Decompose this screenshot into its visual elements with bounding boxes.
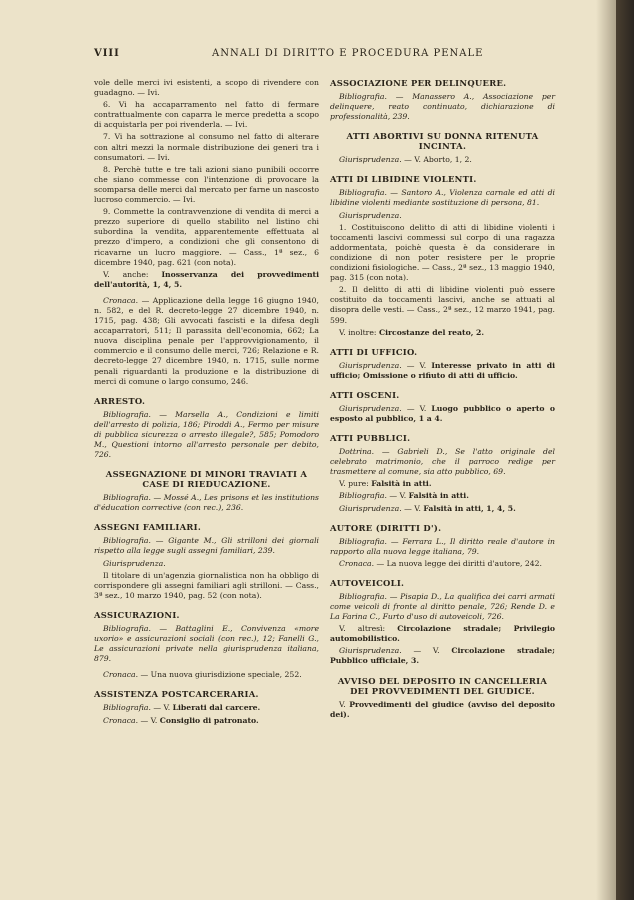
cross-reference: Inosservanza dei provvedimenti dell'autorità, 1, 4, 5. xyxy=(94,269,320,289)
left-column xyxy=(94,78,319,728)
page-gutter-shadow xyxy=(596,0,616,900)
bibliography-paragraph: Bibliografia. — V. Falsità in atti. xyxy=(339,491,469,501)
entry-heading-postcarceraria: ASSISTENZA POSTCARCERARIA. xyxy=(94,689,259,700)
entry-heading-atti-ufficio: ATTI DI UFFICIO. xyxy=(330,346,418,357)
bibliography-paragraph: Bibliografia. — Gigante M., Gli strilloni dei giornali rispetto alla legge sugli assegni familiari, 239. xyxy=(94,536,319,556)
cross-reference: Falsità in atti. xyxy=(371,479,432,489)
entry-heading-arresto: ARRESTO. xyxy=(94,395,146,406)
bibliography-paragraph: Bibliografia. — Pisapia D., La qualifica dei carri armati come veicoli di fronte al diritto penale, 726; Rende D. e La Farina C., Furto d'uso di autoveicoli, 726. xyxy=(330,591,555,622)
cross-reference: Liberati dal carcere. xyxy=(172,703,261,713)
see-also-line: V. Provvedimenti del giudice (avviso del deposito dei). xyxy=(330,699,555,719)
right-column xyxy=(330,78,555,722)
giurisprudenza-paragraph: Giurisprudenza. — V. Luogo pubblico o aperto o esposto al pubblico, 1 a 4. xyxy=(330,403,555,423)
entry-heading-assicurazioni: ASSICURAZIONI. xyxy=(94,609,180,620)
cross-reference: Circolazione stradale; Privilegio automobilistico. xyxy=(330,624,555,644)
bibliography-paragraph: Bibliografia. — Battaglini E., Convivenza «more uxorio» e assicurazioni sociali (con rec.), 12; Fanelli G., Le assicurazioni private nella giurisprudenza italiana, 879. xyxy=(94,623,319,664)
giurisprudenza-paragraph: Giurisprudenza. — V. Circolazione stradale; Pubblico ufficiale, 3. xyxy=(330,646,555,666)
bibliography-paragraph: Bibliografia. — Ferrara L., Il diritto reale d'autore in rapporto alla nuova legge italiana, 79. xyxy=(330,536,555,556)
cross-reference: Provvedimenti del giudice (avviso del deposito dei). xyxy=(330,699,555,719)
cronaca-paragraph: Cronaca. — V. Consiglio di patronato. xyxy=(103,715,259,725)
cross-reference: Interesse privato in atti di ufficio; Omissione o rifiuto di atti di ufficio. xyxy=(330,360,555,380)
bibliography-paragraph: Bibliografia. — Mossé A., Les prisons et les institutions d'éducation corrective (con rec.), 236. xyxy=(94,493,319,513)
entry-paragraph: 9. Commette la contravvenzione di vendita di merci a prezzo superiore di quello stabilito nel listino chi subordina la vendita, apparentemente effettuata al prezzo d'impero, a condizioni che gli consentono di ricavarne un lucro maggiore. — Cass., 1ª sez., 6 dicembre 1940, pag. 621 (con nota). xyxy=(94,207,319,267)
entry-paragraph: Il titolare di un'agenzia giornalistica non ha obbligo di corrispondere gli assegni familiari agli strilloni. — Cass., 3ª sez., 10 marzo 1940, pag. 52 (con nota). xyxy=(94,570,319,600)
entry-paragraph: 6. Vi ha accaparramento nel fatto di fermare contrattualmente con caparra le merce predetta a scopo di acquistarla per poi rivenderla. — Ivi. xyxy=(94,100,319,130)
entry-heading-associazione: ASSOCIAZIONE PER DELINQUERE. xyxy=(330,78,507,88)
bibliography-paragraph: Bibliografia. — Manassero A., Associazione per delinquere, reato continuato, dichiarazione di professionalità, 239. xyxy=(330,92,555,122)
giurisprudenza-paragraph: Giurisprudenza. — V. Interesse privato in atti di ufficio; Omissione o rifiuto di atti di ufficio. xyxy=(330,360,555,380)
cronaca-paragraph: Cronaca. — Una nuova giurisdizione speciale, 252. xyxy=(103,670,302,680)
entry-heading-atti-libidine: ATTI DI LIBIDINE VIOLENTI. xyxy=(330,174,477,185)
entry-heading-atti-osceni: ATTI OSCENI. xyxy=(330,389,400,400)
bibliography-paragraph: Bibliografia. — Santoro A., Violenza carnale ed atti di libidine violenti mediante sostituzione di persona, 81. xyxy=(330,188,555,208)
giurisprudenza-paragraph: Giurisprudenza. — V. Falsità in atti, 1, 4, 5. xyxy=(339,503,516,513)
entry-heading-atti-pubblici: ATTI PUBBLICI. xyxy=(330,433,411,444)
entry-heading-autore: AUTORE (DIRITTI D'). xyxy=(330,522,442,533)
cross-reference: Circolazione stradale; Pubblico ufficiale, 3. xyxy=(330,646,555,666)
entry-paragraph: vole delle merci ivi esistenti, a scopo di rivendere con guadagno. — Ivi. xyxy=(94,78,319,98)
cross-reference: Consiglio di patronato. xyxy=(159,715,259,725)
entry-paragraph: 8. Perchè tutte e tre tali azioni siano punibili occorre che siano commesse con l'intenzione di provocare la scomparsa delle merci dal mercato per farne un nascosto lucroso commercio. — Ivi. xyxy=(94,164,319,205)
entry-heading-atti-abortivi: ATTI ABORTIVI SU DONNA RITENUTA INCINTA. xyxy=(346,131,539,152)
cronaca-paragraph: Cronaca. — Applicazione della legge 16 giugno 1940, n. 582, e del R. decreto-legge 27 dicembre 1940, n. 1715, pag. 438; Gli avvocati fascisti e la difesa degli accaparratori, 511; Il parassita dell'economia, 662; La nuova disciplina penale per l'approvvigionamento, il commercio e il consumo delle merci, 726; Relazione e R. decreto-legge 27 dicembre 1940, n. 1715, sulle norme penali riguardanti la produzione e la distribuzione di merci di comune o largo consumo, 246. xyxy=(94,295,319,386)
entry-paragraph: 1. Costituiscono delitto di atti di libidine violenti i toccamenti lascivi commessi sul corpo di una ragazza addormentata, poichè questa è da considerare in condizione di non poter resistere per le proprie condizioni fisiologiche. — Cass., 2ª sez., 13 maggio 1940, pag. 315 (con nota). xyxy=(330,222,555,283)
cross-reference: Falsità in atti. xyxy=(408,491,469,501)
cronaca-paragraph: Cronaca. — La nuova legge dei diritti d'autore, 242. xyxy=(339,558,543,568)
see-also-line: V. inoltre: Circostanze del reato, 2. xyxy=(339,327,485,337)
giurisprudenza-label: Giurisprudenza. xyxy=(339,210,402,220)
giurisprudenza-label: Giurisprudenza. xyxy=(103,558,166,568)
entry-heading-assegni: ASSEGNI FAMILIARI. xyxy=(94,522,202,533)
page-edge xyxy=(616,0,634,900)
bibliography-paragraph: Bibliografia. — Marsella A., Condizioni e limiti dell'arresto di polizia, 186; Piroddi A., Fermo per misure di pubblica sicurezza o arresto illegale?, 585; Pomodoro M., Questioni intorno all'arresto personale per debito, 726. xyxy=(94,409,319,460)
entry-paragraph: 7. Vi ha sottrazione al consumo nel fatto di alterare con altri mezzi la normale distribuzione dei generi tra i consumatori. — Ivi. xyxy=(94,132,319,162)
entry-heading-autoveicoli: AUTOVEICOLI. xyxy=(330,577,405,588)
entry-heading-avviso-deposito: AVVISO DEL DEPOSITO IN CANCELLERIA DEI PROVVEDIMENTI DEL GIUDICE. xyxy=(337,675,548,696)
running-title: ANNALI DI DIRITTO E PROCEDURA PENALE xyxy=(212,48,484,59)
dottrina-paragraph: Dottrina. — Gabrieli D., Se l'atto originale del celebrato matrimonio, che il parroco redige per trasmettere al comune, sia atto pubblico, 69. xyxy=(330,447,555,477)
cross-reference: Falsità in atti, 1, 4, 5. xyxy=(423,503,516,513)
bibliography-paragraph: Bibliografia. — V. Liberati dal carcere. xyxy=(103,703,261,713)
cross-reference: Luogo pubblico o aperto o esposto al pubblico, 1 a 4. xyxy=(330,403,555,423)
entry-heading-minori: ASSEGNAZIONE DI MINORI TRAVIATI A CASE DI RIEDUCAZIONE. xyxy=(105,469,308,490)
see-also-line: V. anche: Inosservanza dei provvedimenti dell'autorità, 1, 4, 5. xyxy=(94,269,320,289)
see-also-line: V. pure: Falsità in atti. xyxy=(339,479,432,489)
entry-paragraph: 2. Il delitto di atti di libidine violenti può essere costituito da toccamenti lascivi, anche se attuati al disopra delle vesti. — Cass., 2ª sez., 12 marzo 1941, pag. 599. xyxy=(330,285,555,325)
giurisprudenza-paragraph: Giurisprudenza. — V. Aborto, 1, 2. xyxy=(339,155,472,165)
page-number: VIII xyxy=(94,48,120,59)
cross-reference: Circostanze del reato, 2. xyxy=(378,327,485,337)
see-also-line: V. altresì: Circolazione stradale; Privilegio automobilistico. xyxy=(330,624,555,644)
